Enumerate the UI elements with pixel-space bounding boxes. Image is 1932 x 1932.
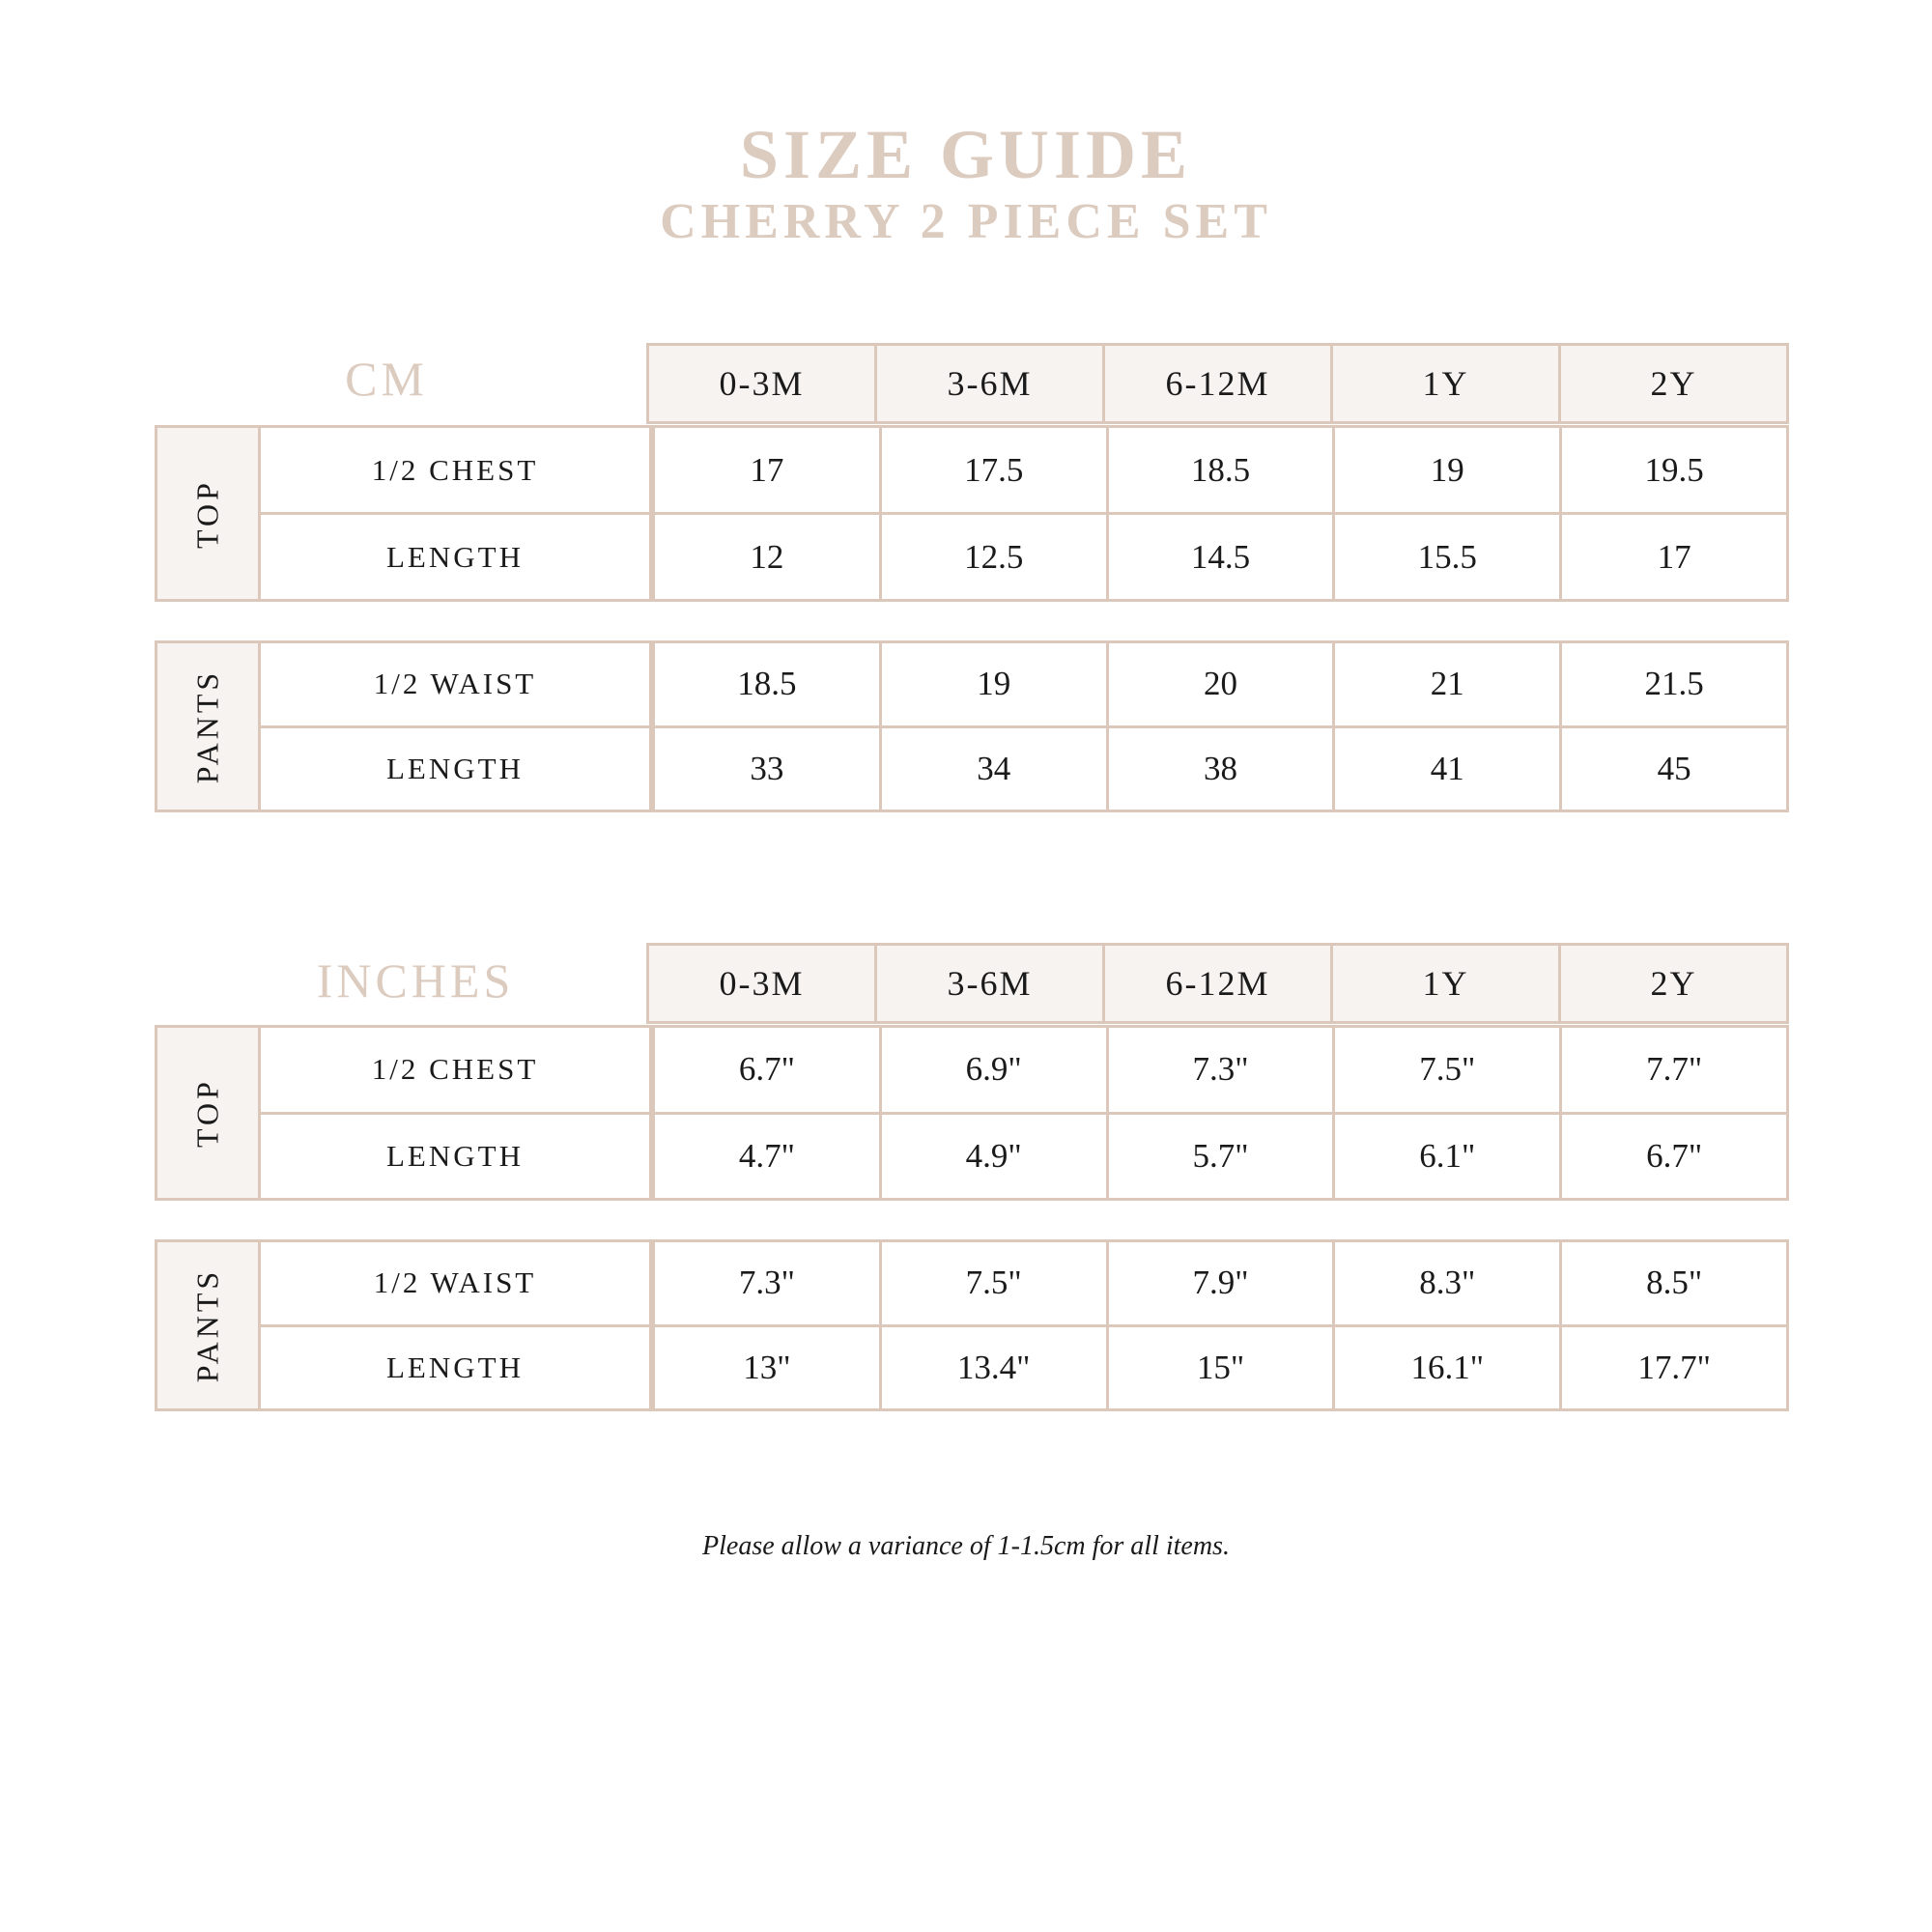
inches-size-header (646, 943, 1789, 1024)
value-cell: 13" (652, 1327, 879, 1409)
value-cell: 38 (1106, 728, 1333, 810)
value-cell: 7.3" (652, 1242, 879, 1324)
value-cell: 14.5 (1106, 515, 1333, 599)
value-cell: 6.7" (652, 1028, 879, 1112)
value-cell: 33 (652, 728, 879, 810)
value-cell: 21.5 (1559, 643, 1786, 725)
size-header-cell: 0-3M (719, 364, 805, 403)
size-header-cell: 0-3M (719, 964, 805, 1003)
value-cell: 6.9" (879, 1028, 1106, 1112)
value-cell: 8.3" (1332, 1242, 1559, 1324)
size-header-cell: 3-6M (874, 346, 1102, 421)
value-cell: 7.5" (879, 1242, 1106, 1324)
value-cell: 5.7" (1106, 1115, 1333, 1199)
cm-size-header (646, 343, 1789, 424)
inches-pants-table (155, 1239, 1789, 1411)
category-label: PANTS (157, 643, 261, 810)
table-row (261, 1242, 1786, 1324)
value-cell: 12 (652, 515, 879, 599)
cm-pants-table (155, 640, 1789, 812)
value-cell: 19 (1332, 428, 1559, 512)
size-header-cell: 6-12M (1102, 946, 1330, 1021)
table-row (261, 1028, 1786, 1112)
measure-label: LENGTH (261, 1115, 652, 1199)
page-subtitle: CHERRY 2 PIECE SET (660, 194, 1272, 249)
value-cell: 15.5 (1332, 515, 1559, 599)
value-cell: 17.7" (1559, 1327, 1786, 1409)
value-cell: 6.1" (1332, 1115, 1559, 1199)
value-cell: 6.7" (1559, 1115, 1786, 1199)
value-cell: 12.5 (879, 515, 1106, 599)
value-cell: 19.5 (1559, 428, 1786, 512)
value-cell: 4.7" (652, 1115, 879, 1199)
value-cell: 7.9" (1106, 1242, 1333, 1324)
value-cell: 7.5" (1332, 1028, 1559, 1112)
value-cell: 8.5" (1559, 1242, 1786, 1324)
value-cell: 7.3" (1106, 1028, 1333, 1112)
size-header-cell: 6-12M (1102, 346, 1330, 421)
table-row (261, 643, 1786, 725)
size-header-cell: 2Y (1558, 346, 1786, 421)
value-cell: 17 (652, 428, 879, 512)
cm-unit-label: CM (345, 352, 428, 406)
value-cell: 4.9" (879, 1115, 1106, 1199)
value-cell: 18.5 (1106, 428, 1333, 512)
value-cell: 13.4" (879, 1327, 1106, 1409)
value-cell: 19 (879, 643, 1106, 725)
category-label: TOP (157, 1028, 261, 1198)
value-cell: 7.7" (1559, 1028, 1786, 1112)
measure-label: 1/2 WAIST (261, 643, 652, 725)
table-row (261, 1324, 1786, 1409)
table-row (261, 1112, 1786, 1199)
value-cell: 15" (1106, 1327, 1333, 1409)
table-row (261, 725, 1786, 810)
value-cell: 41 (1332, 728, 1559, 810)
size-header-cell: 1Y (1330, 946, 1558, 1021)
size-header-cell: 3-6M (874, 946, 1102, 1021)
category-label: PANTS (157, 1242, 261, 1408)
size-header-cell: 1Y (1330, 346, 1558, 421)
measure-label: 1/2 CHEST (261, 428, 652, 512)
value-cell: 18.5 (652, 643, 879, 725)
value-cell: 20 (1106, 643, 1333, 725)
inches-unit-label: INCHES (316, 953, 515, 1008)
value-cell: 21 (1332, 643, 1559, 725)
measure-label: LENGTH (261, 728, 652, 810)
measure-label: LENGTH (261, 515, 652, 599)
table-row (261, 512, 1786, 599)
measure-label: 1/2 CHEST (261, 1028, 652, 1112)
value-cell: 17.5 (879, 428, 1106, 512)
value-cell: 16.1" (1332, 1327, 1559, 1409)
variance-note: Please allow a variance of 1-1.5cm for all items. (702, 1531, 1230, 1561)
measure-label: 1/2 WAIST (261, 1242, 652, 1324)
cm-top-table (155, 425, 1789, 602)
value-cell: 45 (1559, 728, 1786, 810)
category-label: TOP (157, 428, 261, 599)
value-cell: 17 (1559, 515, 1786, 599)
value-cell: 34 (879, 728, 1106, 810)
table-row (261, 428, 1786, 512)
measure-label: LENGTH (261, 1327, 652, 1409)
page-title: SIZE GUIDE (739, 116, 1193, 193)
size-header-cell: 2Y (1558, 946, 1786, 1021)
inches-top-table (155, 1025, 1789, 1201)
